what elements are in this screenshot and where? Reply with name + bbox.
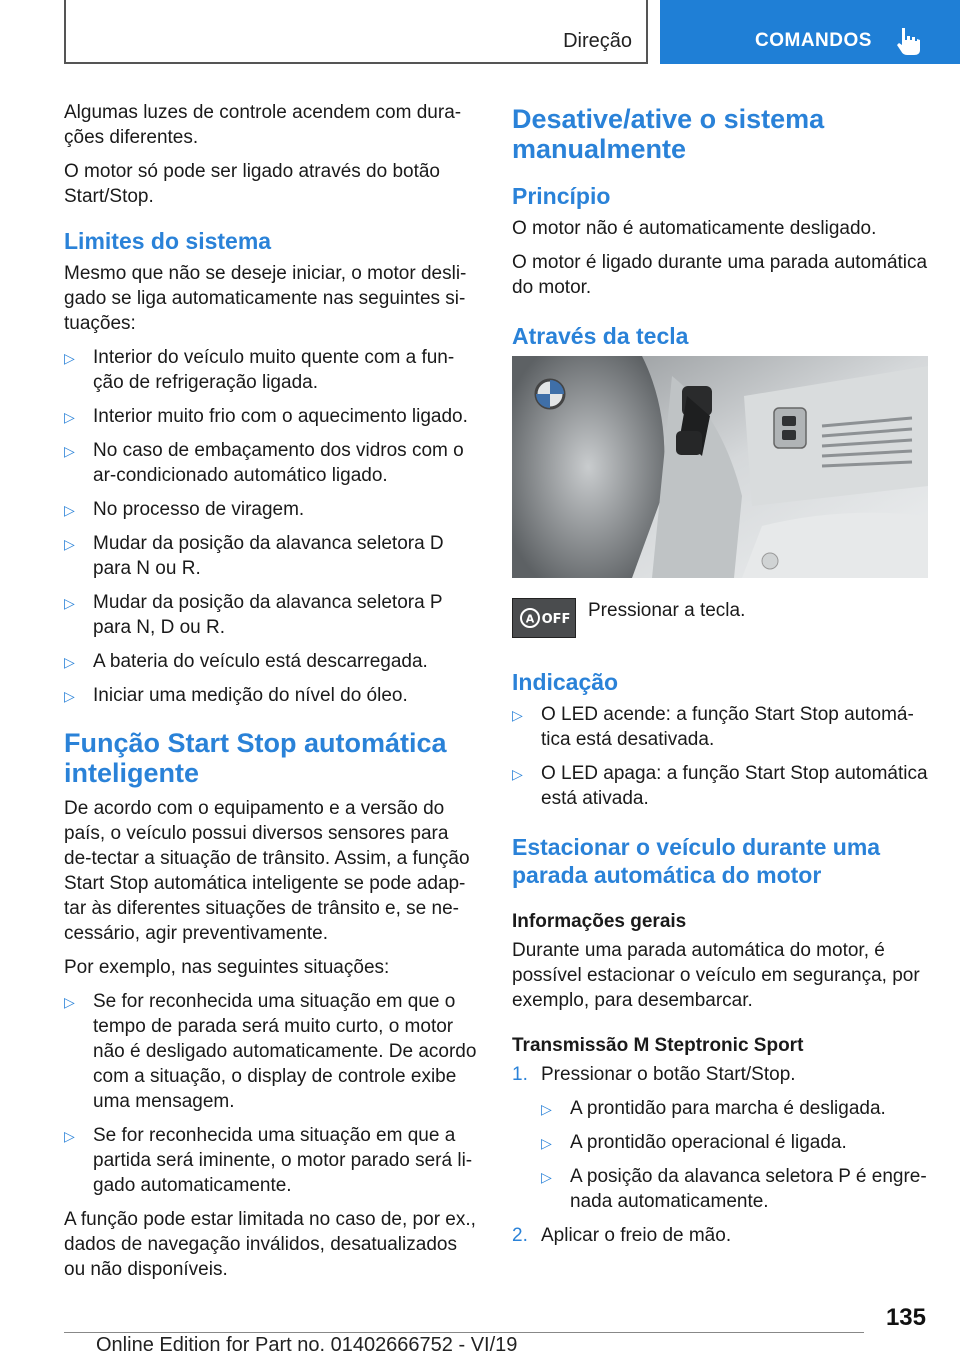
- list-item: ▷ Se for reconhecida uma situação em que o tempo de parada será muito curto, o motor não é desligado automaticamente. De acordo com a situação, o display de controle exibe uma mensagem.: [64, 991, 477, 1112]
- triangle-bullet-icon: ▷: [512, 707, 523, 723]
- limits-list: [64, 345, 480, 708]
- footer-divider: [64, 1332, 864, 1333]
- svg-text:A: A: [525, 612, 535, 626]
- sub-list-item: ▷ A posição da alavanca seletora P é engre-nada automaticamente.: [541, 1166, 927, 1212]
- triangle-bullet-icon: ▷: [64, 409, 75, 425]
- list-item: ▷ Mudar da posição da alavanca seletora P para N, D ou R.: [64, 592, 443, 638]
- numbered-step: 2. Aplicar o freio de mão.: [512, 1225, 732, 1246]
- list-item: ▷ Interior do veículo muito quente com a fun-ção de refrigeração ligada.: [64, 347, 455, 393]
- sub-list-item: ▷ A prontidão operacional é ligada.: [512, 1130, 928, 1155]
- triangle-bullet-icon: ▷: [541, 1135, 552, 1151]
- list-item: ▷ No caso de embaçamento dos vidros com o ar-condicionado automático ligado.: [64, 440, 464, 486]
- pointing-hand-icon: [896, 26, 922, 56]
- press-key-text: Pressionar a tecla.: [588, 600, 746, 621]
- list-item: ▷ O LED acende: a função Start Stop automá-tica está desativada.: [512, 704, 914, 750]
- heading-principle: Princípio: [512, 183, 611, 209]
- list-item: ▷ Se for reconhecida uma situação em que a partida será iminente, o motor parado será li-gado automaticamente.: [64, 1125, 473, 1196]
- chapter-tab: [660, 0, 960, 64]
- numbered-step: 1. Pressionar o botão Start/Stop.: [512, 1064, 796, 1085]
- list-item: ▷ Iniciar uma medição do nível do óleo.: [64, 683, 480, 708]
- paragraph: O motor só pode ser ligado através do botão Start/Stop.: [64, 161, 441, 207]
- paragraph: Durante uma parada automática do motor, é possível estacionar o veículo em segurança, por exemplo, para desembarcar.: [512, 940, 920, 1011]
- triangle-bullet-icon: ▷: [64, 688, 75, 704]
- paragraph: Mesmo que não se deseje iniciar, o motor desli-gado se liga automaticamente nas seguintes si-tuações:: [64, 263, 467, 334]
- triangle-bullet-icon: ▷: [541, 1101, 552, 1117]
- page-header: [0, 0, 960, 66]
- heading-parking: Estacionar o veículo durante uma parada automática do motor: [512, 834, 881, 888]
- triangle-bullet-icon: ▷: [64, 536, 75, 552]
- off-button-row: [512, 598, 928, 660]
- sub-list-item: ▷ A prontidão para marcha é desligada.: [512, 1096, 928, 1121]
- heading-smart-start-stop: Função Start Stop automática inteligente: [64, 728, 447, 788]
- smart-list: [64, 989, 480, 1198]
- heading-general-info: Informações gerais: [512, 911, 687, 932]
- triangle-bullet-icon: ▷: [64, 443, 75, 459]
- svg-text:OFF: OFF: [541, 612, 571, 627]
- chapter-tab-label: COMANDOS: [755, 30, 872, 51]
- section-title: Direção: [563, 30, 632, 52]
- list-item: ▷ Interior muito frio com o aquecimento ligado.: [64, 404, 480, 429]
- page-number: 135: [885, 1304, 926, 1331]
- paragraph: O motor não é automaticamente desligado.: [512, 218, 877, 239]
- triangle-bullet-icon: ▷: [64, 350, 75, 366]
- paragraph: Por exemplo, nas seguintes situações:: [64, 957, 390, 978]
- heading-indication: Indicação: [512, 669, 619, 695]
- paragraph: O motor é ligado durante uma parada automática do motor.: [512, 252, 928, 298]
- dashboard-photo: [512, 356, 928, 578]
- triangle-bullet-icon: ▷: [64, 994, 75, 1010]
- indication-list: [512, 702, 928, 811]
- list-item: ▷ A bateria do veículo está descarregada.: [64, 649, 480, 674]
- paragraph: A função pode estar limitada no caso de, por ex., dados de navegação inválidos, desatualizados ou não disponíveis.: [64, 1209, 476, 1280]
- list-item: ▷ O LED apaga: a função Start Stop automática está ativada.: [512, 763, 928, 809]
- left-column: [64, 100, 480, 1291]
- heading-manual: Desative/ative o sistema manualmente: [512, 104, 825, 164]
- list-item: ▷ Mudar da posição da alavanca seletora D para N ou R.: [64, 533, 444, 579]
- paragraph: De acordo com o equipamento e a versão do país, o veículo possui diversos sensores para de-tectar a situação de trânsito. Assim, a função Start Stop automática inteligente se pode adap-tar às diferentes situações de trânsito e, se ne-cessário, agir preventivamente.: [64, 798, 470, 944]
- list-item: ▷ No processo de viragem.: [64, 497, 480, 522]
- start-stop-off-button: [512, 598, 576, 638]
- section-box: [64, 0, 648, 64]
- heading-key: Através da tecla: [512, 323, 689, 349]
- triangle-bullet-icon: ▷: [64, 654, 75, 670]
- triangle-bullet-icon: ▷: [541, 1169, 552, 1185]
- paragraph: Algumas luzes de controle acendem com dura-ções diferentes.: [64, 102, 462, 148]
- heading-limits: Limites do sistema: [64, 228, 272, 254]
- right-column: [512, 100, 928, 1257]
- triangle-bullet-icon: ▷: [64, 502, 75, 518]
- heading-transmission: Transmissão M Steptronic Sport: [512, 1035, 804, 1056]
- triangle-bullet-icon: ▷: [512, 766, 523, 782]
- footer-edition: Online Edition for Part no. 01402666752 - VI/19: [96, 1334, 518, 1356]
- triangle-bullet-icon: ▷: [64, 595, 75, 611]
- triangle-bullet-icon: ▷: [64, 1128, 75, 1144]
